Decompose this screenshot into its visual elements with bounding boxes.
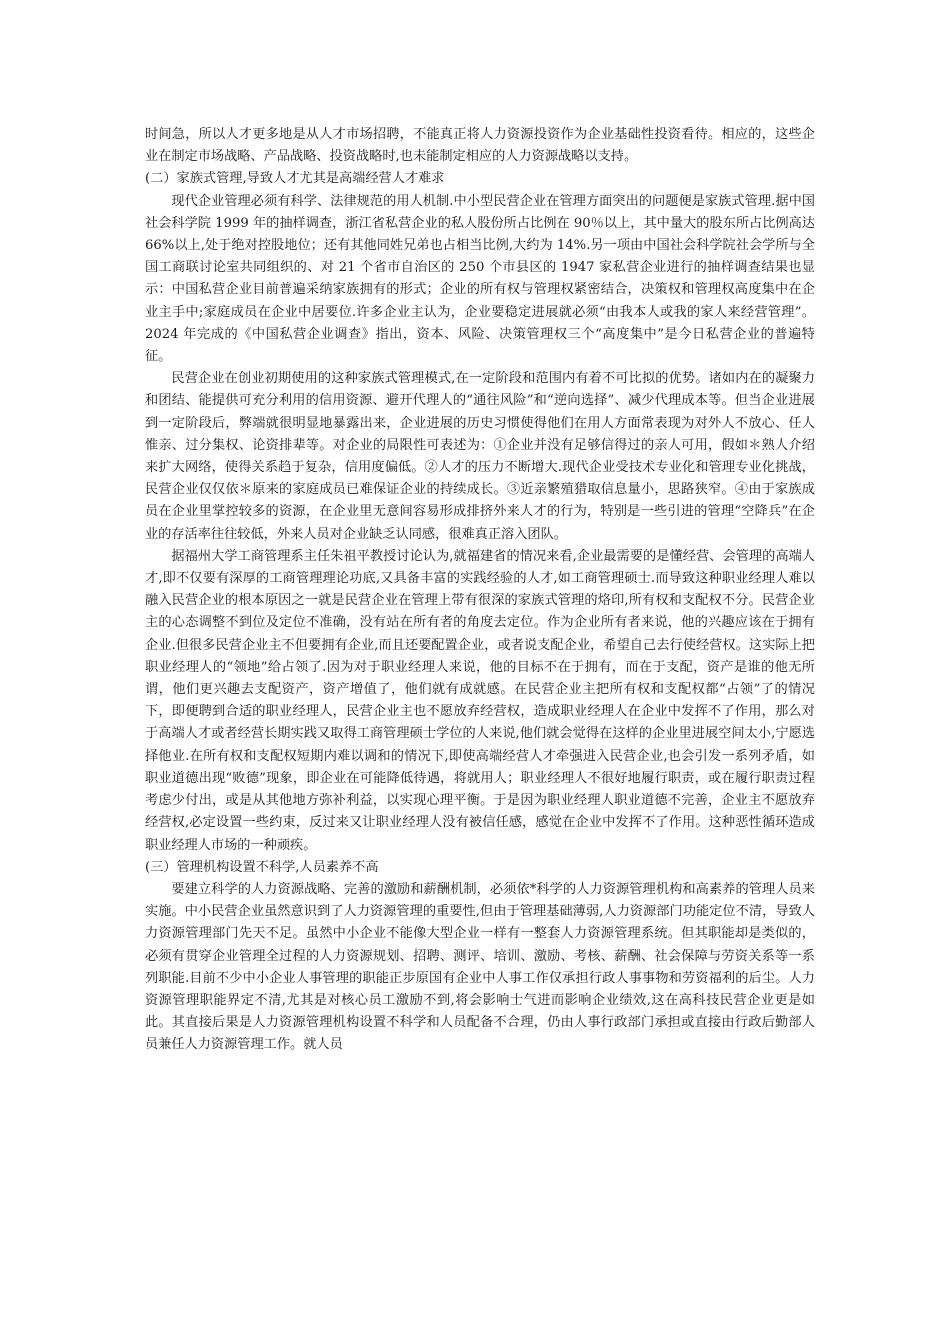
paragraph-family-management: 现代企业管理必须有科学、法律规范的用人机制.中小型民营企业在管理方面突出的问题便是家族式管理.据中国社会科学院 1999 年的抽样调查，浙江省私营企业的私人股份所占比例在 90％以上，其中量大的股东所占比例高达 66%以上,处于绝对控股地位；还有其他同姓兄弟也占相当比例,大约为 14%.另一项由中国社会科学院社会学所与全国工商联讨论室共同组织的、对 21 个省市自治区的 250 个市县区的 1947 家私营企业进行的抽样调查结果也显示：中国私营企业目前普遍采纳家族拥有的形式；企业的所有权与管理权紧密结合，决策权和管理权高度集中在企业主手中;家庭成员在企业中居要位.许多企业主认为，企业要稳定进展就必须“由我本人或我的家人来经营管理”。2024 年完成的《中国私营企业调查》指出，资本、风险、决策管理权三个“高度集中”是今日私营企业的普遍特征。 bbox=[145, 193, 815, 365]
paragraph-family-model-limits: 民营企业在创业初期使用的这种家族式管理模式,在一定阶段和范围内有着不可比拟的优势。诸如内在的凝聚力和团结、能提供可充分利用的信用资源、避开代理人的“通往风险”和“逆向选择”、减少代理成本等。但当企业进展到一定阶段后，弊端就很明显地暴露出来，企业进展的历史习惯使得他们在用人方面常表现为对外人不放心、任人惟亲、过分集权、论资排辈等。对企业的局限性可表述为：①企业并没有足够信得过的亲人可用，假如＊熟人介绍来扩大网络，使得关系趋于复杂，信用度偏低。②人才的压力不断增大.现代企业受技术专业化和管理专业化挑战，民营企业仅仅依＊原来的家庭成员已难保证企业的持续成长。③近亲繁殖猎取信息量小，思路狭窄。④由于家族成员在企业里掌控较多的资源，在企业里无意间容易形成排挤外来人才的行为，特别是一些引进的管理“空降兵”在企业的存活率往往较低，外来人员对企业缺乏认同感，很难真正溶入团队。 bbox=[145, 371, 815, 542]
paragraph-continuation: 时间急，所以人才更多地是从人才市场招聘，不能真正将人力资源投资作为企业基础性投资看待。相应的，这些企业在制定市场战略、产品战略、投资战略时,也未能制定相应的人力资源战略以支持。 bbox=[145, 127, 815, 165]
paragraph-hr-structure: 要建立科学的人力资源战略、完善的激励和薪酬机制，必须依*科学的人力资源管理机构和高素养的管理人员来实施。中小民营企业虽然意识到了人力资源管理的重要性,但由于管理基础薄弱,人力资源部门功能定位不清，导致人力资源管理部门先天不足。虽然中小企业不能像大型企业一样有一整套人力资源管理系统。但其职能却是类似的，必须有贯穿企业管理全过程的人力资源规划、招聘、测评、培训、激励、考核、薪酬、社会保障与劳资关系等一系列职能.目前不少中小企业人事管理的职能正步原国有企业中人事工作仅承担行政人事事物和劳资福利的后尘。人力资源管理职能界定不清,尤其是对核心员工激励不到,将会影响士气进而影响企业绩效,这在高科技民营企业更是如此。其直接后果是人力资源管理机构设置不科学和人员配备不合理，仍由人事行政部门承担或直接由行政后勤部人员兼任人力资源管理工作。就人员 bbox=[145, 881, 815, 1053]
paragraph-professional-managers: 据福州大学工商管理系主任朱祖平教授讨论认为,就福建省的情况来看,企业最需要的是懂经营、会管理的高端人才,即不仅要有深厚的工商管理理论功底,又具备丰富的实践经验的人才,如工商管理硕士.而导致这种职业经理人难以融入民营企业的根本原因之一就是民营企业在管理上带有很深的家族式管理的烙印,所有权和支配权不分。民营企业主的心态调整不到位及定位不准确，没有站在所有者的角度去定位。作为企业所有者来说，他的兴趣应该在于拥有企业.但很多民营企业主不但要拥有企业,而且还要配置企业，或者说支配企业，希望自己去行使经营权。这实际上把职业经理人的“领地”给占领了.因为对于职业经理人来说，他的目标不在于拥有，而在于支配，资产是谁的他无所谓，他们更兴趣去支配资产，资产增值了，他们就有成就感。在民营企业主把所有权和支配权都“占领”了的情况下，即便聘到合适的职业经理人，民营企业主也不愿放弃经营权，造成职业经理人在企业中发挥不了作用，那么对于高端人才或者经营长期实践又取得工商管理硕士学位的人来说,他们就会觉得在这样的企业里进展空间太小,宁愿选择他业.在所有权和支配权短期内难以调和的情况下,即使高端经营人才牵强进入民营企业,也会引发一系列矛盾，如职业道德出现“败德”现象，即企业在可能降低待遇，将就用人；职业经理人不很好地履行职责，或在履行职责过程考虑少付出，或是从其他地方弥补利益，以实现心理平衡。于是因为职业经理人职业道德不完善，企业主不愿放弃经营权,必定设置一些约束，反过来又让职业经理人没有被信任感，感觉在企业中发挥不了作用。这种恶性循环造成职业经理人市场的一种顽疾。 bbox=[145, 548, 815, 853]
section-heading-three: (三）管理机构设置不科学,人员素养不高 bbox=[145, 859, 379, 875]
section-heading-two: (二）家族式管理,导致人才尤其是高端经营人才难求 bbox=[145, 171, 445, 187]
document-page bbox=[145, 124, 815, 1057]
